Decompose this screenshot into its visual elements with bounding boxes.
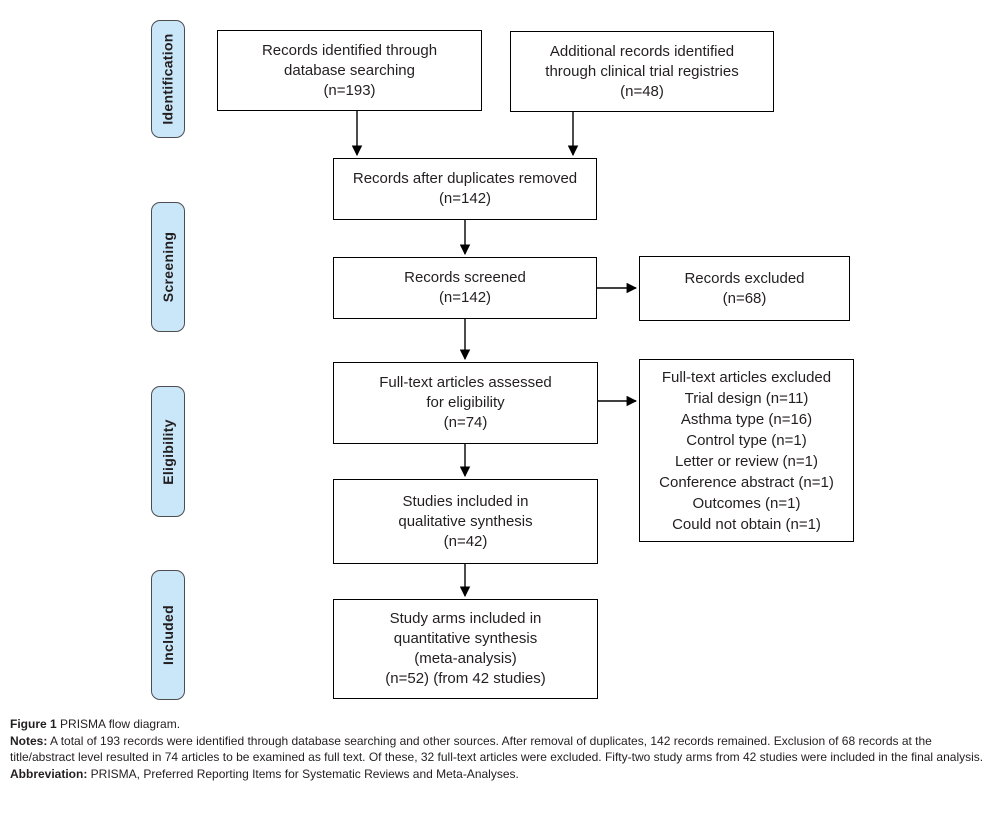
box-quantitative-synthesis: [333, 599, 598, 699]
caption-notes-label: Notes:: [10, 733, 48, 748]
caption-figure-text: PRISMA flow diagram.: [56, 717, 181, 731]
caption-notes-line: [10, 733, 995, 766]
caption-abbreviation-label: Abbreviation:: [10, 766, 88, 781]
box-records-identified-count: (n=193): [323, 81, 376, 99]
box-quantitative-synthesis-count: (n=52) (from 42 studies): [385, 670, 546, 687]
box-fulltext-excluded-reason-trial-design: Trial design (n=11): [684, 389, 809, 407]
box-fulltext-assessed-count: (n=74): [443, 414, 488, 431]
stage-label-identification-text: Identification: [160, 33, 176, 125]
stage-label-screening: [151, 202, 185, 332]
box-duplicates-removed: [333, 158, 597, 220]
box-records-excluded-count: (n=68): [722, 289, 767, 307]
box-records-identified-line1: Records identified through: [261, 41, 438, 59]
box-fulltext-assessed: [333, 362, 598, 444]
box-fulltext-assessed-line2: for eligibility: [426, 394, 505, 411]
box-qualitative-synthesis: [333, 479, 598, 564]
caption-notes-text: A total of 193 records were identified through database searching and other sources. After removal of duplicates, 142 records remained. Exclusion of 68 records at the title/abstract level resulted in 74 articles to be examined as full text. Of these, 32 full-text articles were excluded. Fifty-two study arms from 42 studies were included in the final analysis.: [10, 733, 984, 764]
box-fulltext-excluded-reason-asthma-type: Asthma type (n=16): [680, 410, 813, 428]
box-records-identified-line2: database searching: [284, 61, 415, 79]
box-fulltext-excluded-reason-outcomes: Outcomes (n=1): [692, 494, 801, 512]
box-additional-records-line1: Additional records identified: [549, 42, 735, 60]
stage-label-included-text: Included: [160, 605, 176, 665]
box-additional-records: [510, 31, 774, 112]
caption-figure-label: Figure 1: [10, 717, 57, 731]
caption-abbreviation-line: [10, 766, 995, 783]
box-records-identified: [217, 30, 482, 111]
box-additional-records-count: (n=48): [620, 82, 664, 100]
caption-abbreviation-text: PRISMA, Preferred Reporting Items for Systematic Reviews and Meta-Analyses.: [87, 766, 519, 781]
box-duplicates-removed-line1: Records after duplicates removed: [352, 170, 578, 187]
box-fulltext-assessed-line1: Full-text articles assessed: [379, 374, 552, 391]
caption-figure-line: [10, 716, 995, 733]
box-records-screened: [333, 257, 597, 319]
stage-label-eligibility: [151, 386, 185, 517]
box-records-excluded-line1: Records excluded: [684, 269, 805, 287]
box-fulltext-excluded-reason-letter-review: Letter or review (n=1): [675, 452, 818, 470]
box-fulltext-excluded-reason-conference-abstract: Conference abstract (n=1): [659, 473, 834, 491]
box-fulltext-excluded: [639, 359, 854, 542]
box-fulltext-excluded-reason-control-type: Control type (n=1): [686, 431, 807, 449]
box-records-screened-count: (n=142): [438, 289, 492, 306]
box-records-screened-line1: Records screened: [404, 269, 526, 286]
box-qualitative-synthesis-line2: qualitative synthesis: [398, 512, 533, 530]
box-additional-records-line2: through clinical trial registries: [545, 62, 739, 80]
box-fulltext-excluded-reason-could-not-obtain: Could not obtain (n=1): [672, 515, 821, 533]
box-records-excluded: [639, 256, 850, 321]
stage-label-eligibility-text: Eligibility: [160, 418, 176, 485]
stage-label-identification: [151, 20, 185, 138]
box-quantitative-synthesis-line1: Study arms included in: [389, 610, 542, 627]
figure-caption: [10, 716, 995, 782]
box-quantitative-synthesis-line2: quantitative synthesis: [393, 630, 538, 647]
stage-label-screening-text: Screening: [160, 231, 177, 303]
box-quantitative-synthesis-line3: (meta-analysis): [414, 650, 517, 667]
box-duplicates-removed-count: (n=142): [438, 190, 492, 207]
box-fulltext-excluded-title: Full-text articles excluded: [661, 368, 832, 386]
box-qualitative-synthesis-count: (n=42): [443, 532, 488, 550]
stage-label-included: [151, 570, 185, 700]
box-qualitative-synthesis-line1: Studies included in: [402, 492, 529, 510]
